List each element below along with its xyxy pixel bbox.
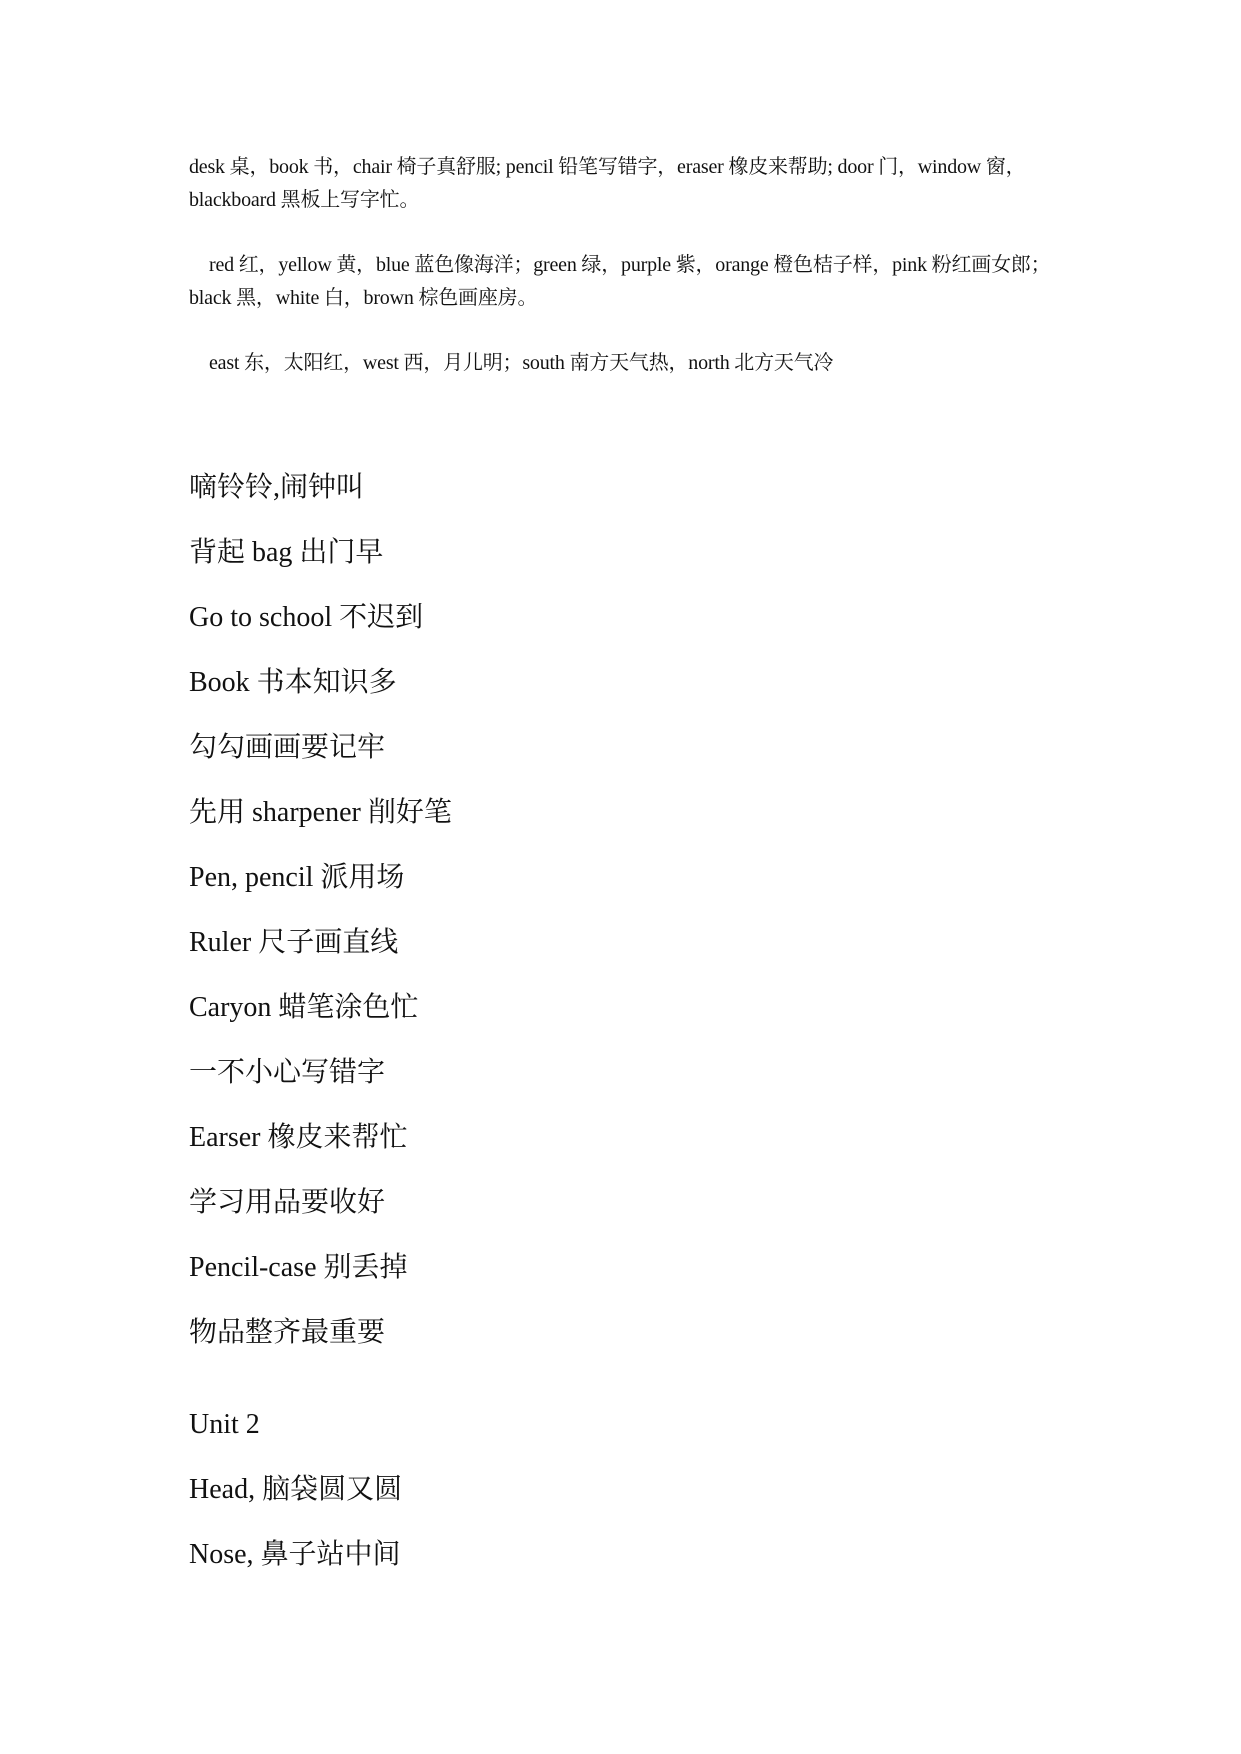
- chant-line: 嘀铃铃,闹钟叫: [189, 472, 365, 503]
- chant-line: Pencil-case 别丢掉: [189, 1252, 408, 1283]
- school-supplies-chant: [189, 455, 989, 1365]
- chant-line: 物品整齐最重要: [189, 1317, 386, 1348]
- chant-line: 勾勾画画要记牢: [189, 732, 386, 763]
- unit-heading: Unit 2: [189, 1409, 260, 1440]
- chant-line: 先用 sharpener 削好笔: [189, 797, 452, 828]
- chant-line: Book 书本知识多: [189, 667, 397, 698]
- vocab-paragraph-classroom: desk 桌，book 书，chair 椅子真舒服; pencil 铅笔写错字，eraser 橡皮来帮助; door 门，window 窗，blackboard 黑板上写字忙。: [189, 156, 1026, 211]
- chant-line: Go to school 不迟到: [189, 602, 424, 633]
- chant-line: Earser 橡皮来帮忙: [189, 1122, 408, 1153]
- chant-line: Ruler 尺子画直线: [189, 927, 399, 958]
- chant-line: 学习用品要收好: [189, 1187, 386, 1218]
- chant-line: 一不小心写错字: [189, 1057, 386, 1088]
- unit-2-section: [189, 1392, 989, 1587]
- unit-line: Nose, 鼻子站中间: [189, 1539, 401, 1570]
- chant-line: Caryon 蜡笔涂色忙: [189, 992, 419, 1023]
- chant-line: Pen, pencil 派用场: [189, 862, 405, 893]
- unit-line: Head, 脑袋圆又圆: [189, 1474, 403, 1505]
- vocab-paragraph-colors: red 红，yellow 黄，blue 蓝色像海洋；green 绿，purple 紫，orange 橙色桔子样，pink 粉红画女郎；black 黑，white 白，brown 棕色画座房。: [189, 254, 1051, 309]
- vocab-paragraph-directions: east 东，太阳红，west 西，月儿明；south 南方天气热，north 北方天气冷: [209, 352, 834, 374]
- chant-line: 背起 bag 出门早: [189, 537, 384, 568]
